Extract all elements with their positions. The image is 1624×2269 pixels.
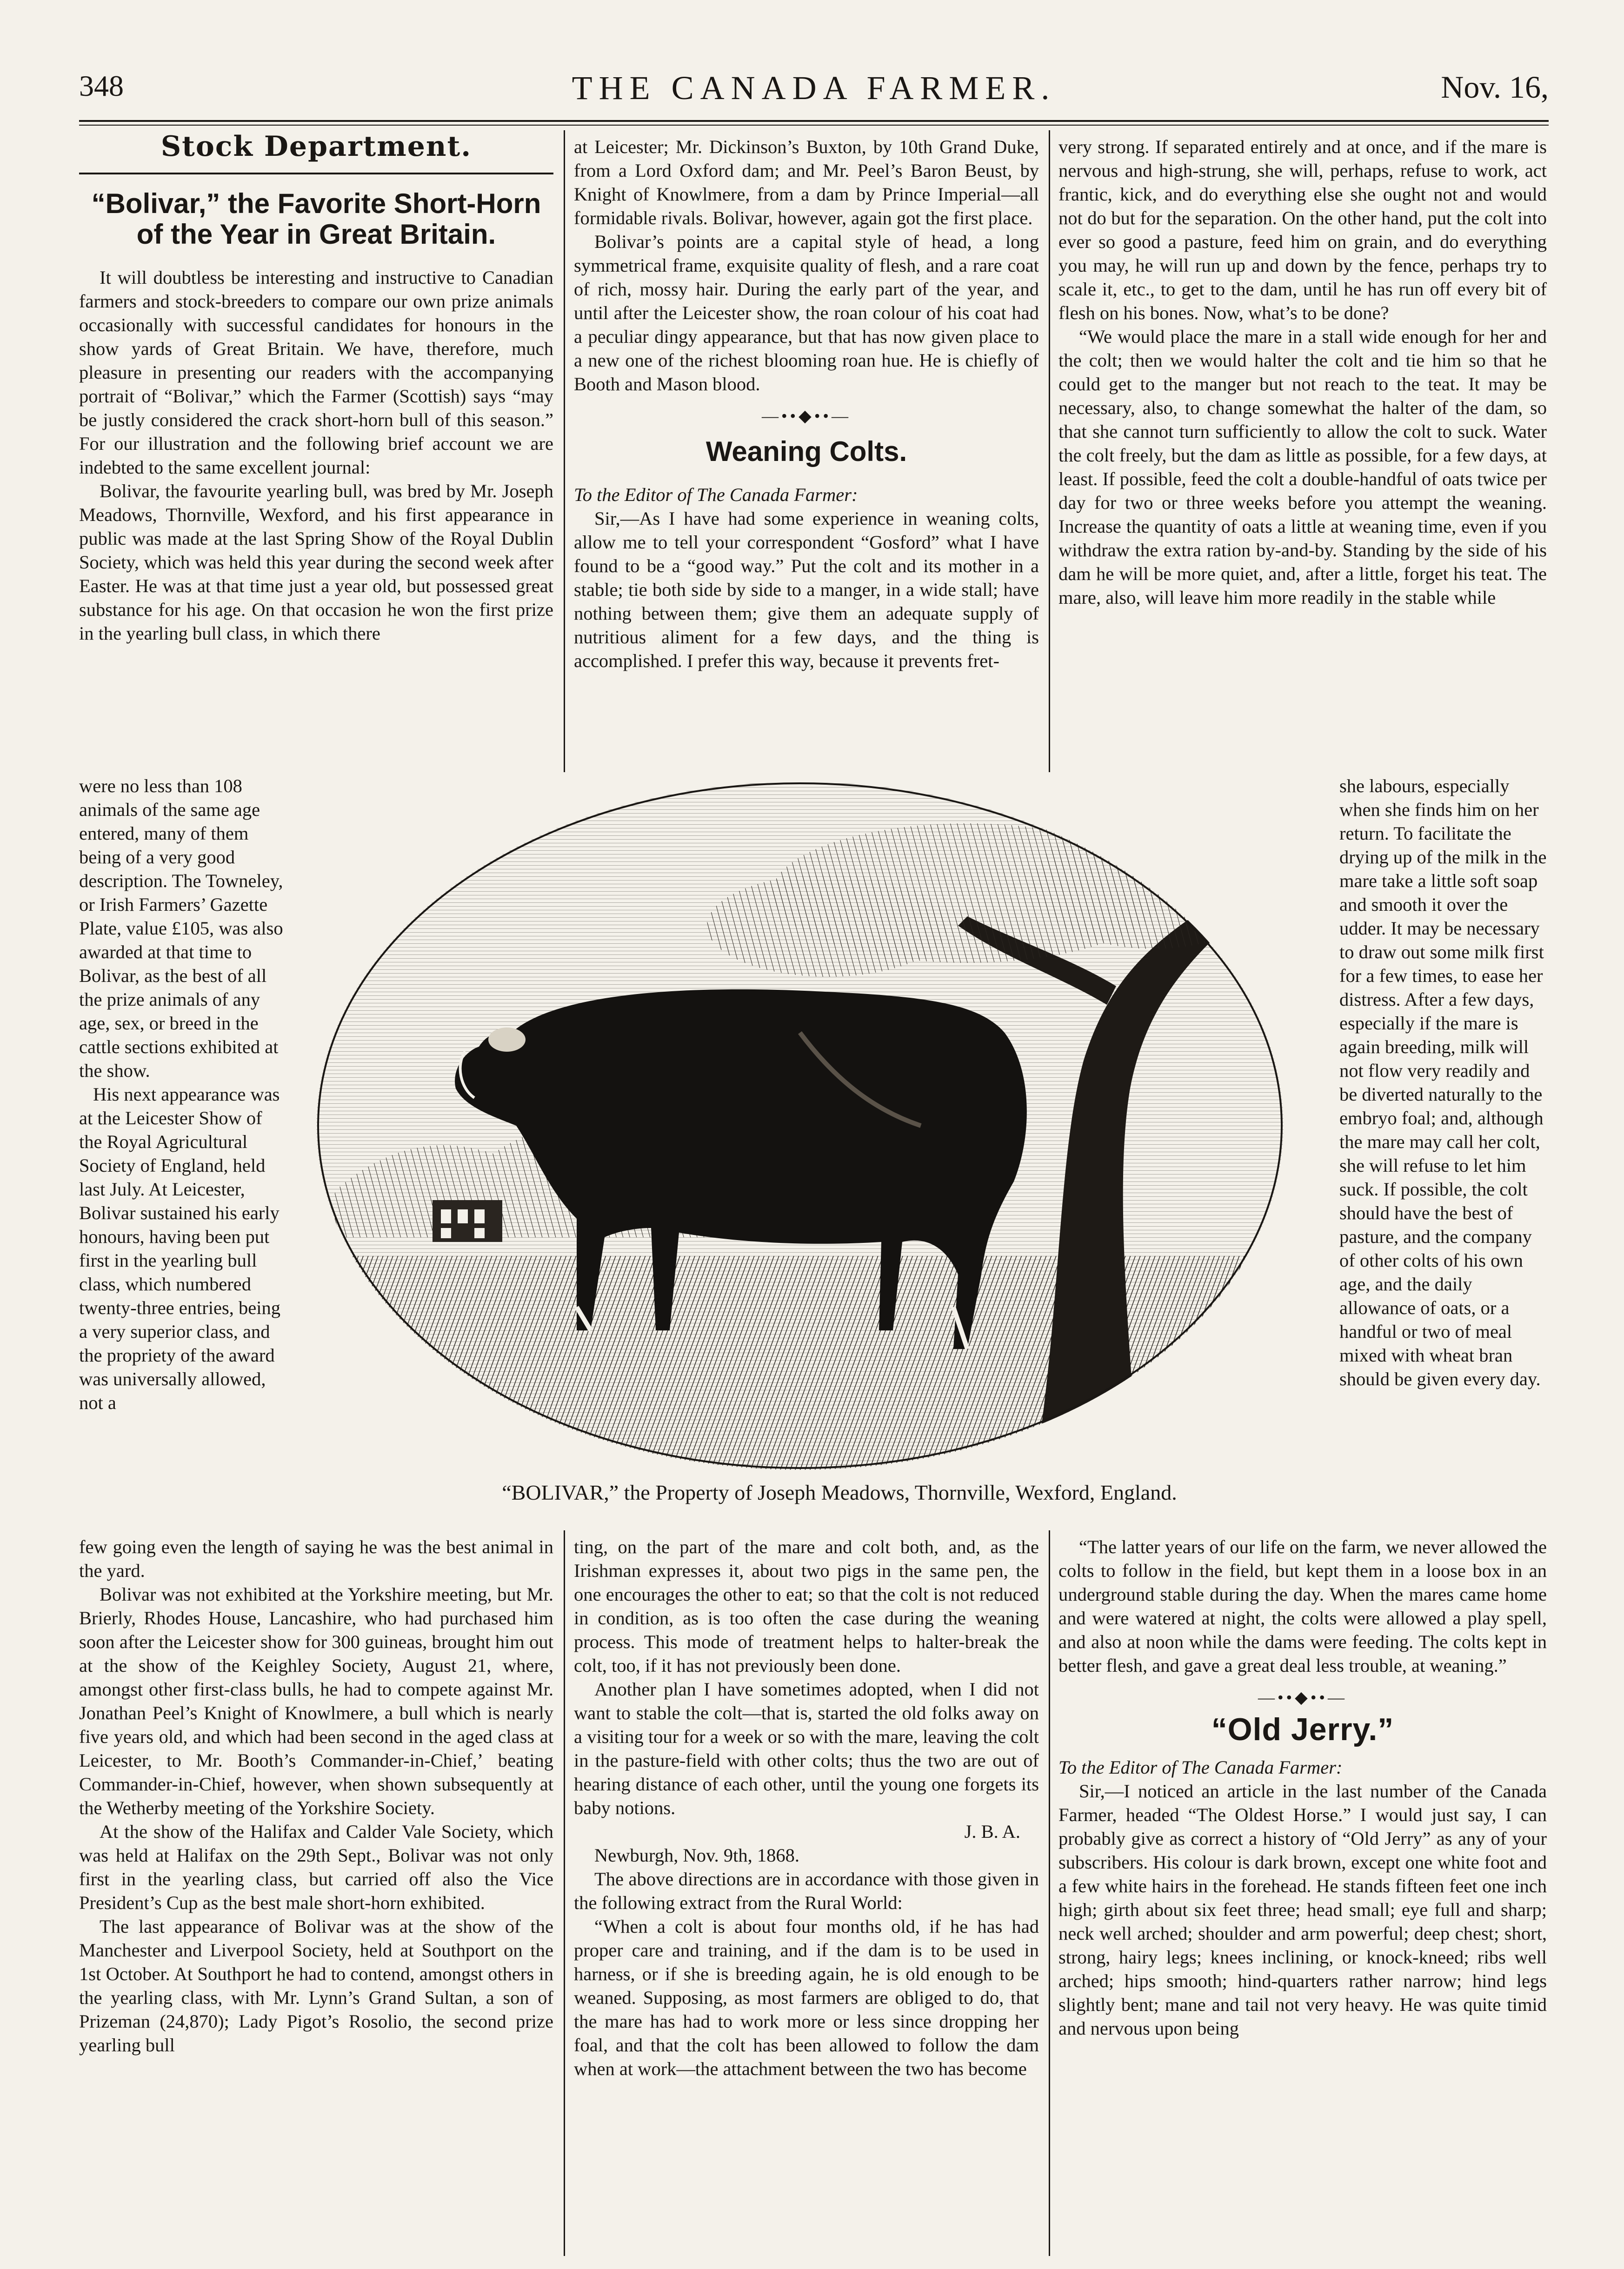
column-divider	[564, 130, 565, 772]
article-headline: Weaning Colts.	[706, 436, 907, 467]
masthead-title: THE CANADA FARMER.	[572, 69, 1056, 107]
paragraph: Bolivar, the favourite yearling bull, was bred by Mr. Joseph Meadows, Thornville, Wexford, and his first appearance in public was made at the last Spring Show of the Royal Dublin Society, which was held this year during the second week after Easter. He was at that time just a year old, but possessed great substance for his age. On that occasion he won the first prize in the yearling bull class, in which there	[79, 480, 553, 644]
department-heading: Stock Department.	[160, 130, 472, 163]
paragraph: Bolivar was not exhibited at the Yorkshire meeting, but Mr. Brierly, Rhodes House, Lancashire, who had purchased him soon after the Leicester show for 300 guineas, brought him out at the show of the Keighley Society, August 21, where, amongst other first-class bulls, he had to compete against Mr. Jonathan Peel’s Knight of Knowlmere, a bull which is nearly five years old, and which had been second in the aged class at Leicester, to Mr. Booth’s Commander-in-Chief,ʼ beating Commander-in-Chief, however, when shown subsequently at the Wetherby meeting of the Yorkshire Society.	[79, 1584, 553, 1818]
left-column-top	[79, 130, 553, 645]
page-number: 348	[79, 69, 124, 102]
section-ornament: —••◆••—	[1258, 1688, 1348, 1707]
paragraph: The above directions are in accordance with those given in the following extract from the Rural World:	[574, 1869, 1039, 1913]
middle-column-top	[574, 135, 1039, 673]
paragraph: The last appearance of Bolivar was at the show of the Manchester and Liverpool Society, held at Southport on the 1st October. At Southport he had to contend, amongst others in the yearling class, with Mr. Lynn’s Grand Sultan, a son of Prizeman (24,870); Lady Pigot’s Rosolio, the second prize yearling bull	[79, 1916, 553, 2055]
article-headline: “Old Jerry.”	[1211, 1712, 1394, 1747]
salutation: To the Editor of The Canada Farmer:	[574, 484, 858, 505]
column-divider	[1049, 1530, 1050, 2256]
signature: J. B. A.	[964, 1821, 1020, 1842]
paragraph: Sir,—I noticed an article in the last number of the Canada Farmer, headed “The Oldest Horse.” I would just say, I can probably give as correct a history of “Old Jerry” as any of your subscribers. His colour is dark brown, except one white foot and a few white hairs in the forehead. He stands fifteen feet one inch high; girth about six feet three; head small; eye full and sharp; neck well arched; shoulder and arm powerful; deep chest; short, strong, hairy legs; knees inclining, or knock-kneed; ribs well arched; hips smooth; hind-quarters rather narrow; hind legs slightly bent; mane and tail not very heavy. He was quite timid and nervous upon being	[1058, 1781, 1547, 2039]
right-column-top	[1058, 135, 1547, 609]
paragraph: It will doubtless be interesting and instructive to Canadian farmers and stock-breeders to compare our own prize animals occasionally with successful candidates for honours in the show yards of Great Britain. We have, therefore, much pleasure in presenting our readers with the accompanying portrait of “Bolivar,” which the Farmer (Scottish) says “may be justly considered the crack short-horn bull of this season.” For our illustration and the following brief account we are indebted to the same excellent journal:	[79, 267, 553, 478]
column-divider	[564, 1530, 565, 2256]
dateline: Newburgh, Nov. 9th, 1868.	[594, 1845, 799, 1866]
page-header	[79, 69, 1549, 120]
right-wrap-column	[1339, 774, 1547, 1391]
left-wrap-column	[79, 774, 288, 1415]
paragraph: At the show of the Halifax and Calder Vale Society, which was held at Halifax on the 29th Sept., Bolivar was not only first in the yearling class, but carried off also the Vice President’s Cup as the best male short-horn exhibited.	[79, 1821, 553, 1913]
header-rule-thin	[79, 125, 1549, 126]
section-rule	[79, 173, 553, 174]
paragraph: very strong. If separated entirely and at once, and if the mare is nervous and high-strung, she will, perhaps, refuse to work, act frantic, kick, and do everything else she ought not and would not do but for the separation. On the other hand, put the colt into ever so good a pasture, feed him on grain, and do everything you may, he will run up and down by the fence, perhaps try to scale it, etc., to get to the dam, until he has run off every bit of flesh on his bones. Now, what’s to be done?	[1058, 136, 1547, 323]
header-rule	[79, 120, 1549, 122]
paragraph: at Leicester; Mr. Dickinson’s Buxton, by 10th Grand Duke, from a Lord Oxford dam; and Mr. Peel’s Baron Beust, by Knight of Knowlmere, from a dam by Prince Imperial—all formidable rivals. Bolivar, however, again got the first place.	[574, 136, 1039, 228]
paragraph: ting, on the part of the mare and colt both, and, as the Irishman expresses it, about two pigs in the same pen, the one encourages the other to eat; so that the colt is not reduced in condition, as is too often the case during the weaning process. This mode of treatment helps to halter-break the colt, too, if it has not previously been done.	[574, 1536, 1039, 1676]
section-ornament: —••◆••—	[761, 407, 852, 425]
ground-hatching	[316, 1256, 1284, 1479]
paragraph: “We would place the mare in a stall wide enough for her and the colt; then we would halter the colt and tie him so that he could get to the manger but not reach to the teat. It may be necessary, also, to change somewhat the halter of the dam, so that she cannot turn sufficiently to allow the colt to suck. Water the colt freely, but the dam as little as possible, for a few days, at least. If possible, feed the colt a double-handful of oats twice per day for two or three weeks before you attempt the weaning. Increase the quantity of oats a little at weaning time, even if you withdraw the extra ration by-and-by. Standing by the side of his dam he will be more quiet, and, after a little, forget his teat. The mare, also, will leave him more readily in the stable while	[1058, 326, 1547, 608]
column-divider	[1049, 130, 1050, 772]
left-column-bottom	[79, 1535, 553, 2057]
paragraph: “When a colt is about four months old, if he has had proper care and training, and if the dam is to be used in harness, or if she is breeding again, he is old enough to be weaned. Supposing, as most farmers are obliged to do, that the mare has had to work more or less since dropping her foal, and that the colt has been allowed to follow the dam when at work—the attachment between the two has become	[574, 1916, 1039, 2079]
middle-column-bottom	[574, 1535, 1039, 2081]
paragraph: Bolivar’s points are a capital style of head, a long symmetrical frame, exquisite quality of flesh, and a rare coat of rich, mossy hair. During the early part of the year, and until after the Leicester show, the roan colour of his coat had a peculiar dingy appearance, but that has now given place to a new one of the richest blooming roan hue. He is chiefly of Booth and Mason blood.	[574, 231, 1039, 394]
salutation: To the Editor of The Canada Farmer:	[1058, 1757, 1343, 1778]
issue-date: Nov. 16,	[1441, 69, 1549, 105]
bull-engraving	[316, 772, 1284, 1479]
article-headline: “Bolivar,” the Favorite Short-Horn of the Year in Great Britain.	[91, 188, 541, 250]
paragraph: Another plan I have sometimes adopted, when I did not want to stable the colt—that is, started the old folks away on a visiting tour for a week or so with the mare, leaving the colt in the pasture-field with other colts; thus the two are out of hearing distance of each other, until the young one forgets its baby notions.	[574, 1679, 1039, 1818]
illustration-caption: “BOLIVAR,” the Property of Joseph Meadows, Thornville, Wexford, England.	[502, 1481, 1177, 1504]
paragraph: His next appearance was at the Leicester Show of the Royal Agricultural Society of England, held last July. At Leicester, Bolivar sustained his early honours, having been put first in the yearling bull class, which numbered twenty-three entries, being a very superior class, and the propriety of the award was universally allowed, not a	[79, 1084, 280, 1413]
paragraph: were no less than 108 animals of the same age entered, many of them being of a very good description. The Towneley, or Irish Farmers’ Gazette Plate, value £105, was also awarded at that time to Bolivar, as the best of all the prize animals of any age, sex, or breed in the cattle sections exhibited at the show.	[79, 775, 283, 1081]
paragraph: Sir,—As I have had some experience in weaning colts, allow me to tell your correspondent “Gosford” what I have found to be a “good way.” Put the colt and its mother in a stable; tie both side by side to a manger, in a wide stall; have nothing between them; give them an adequate supply of nutritious aliment for a few days, and the thing is accomplished. I prefer this way, because it prevents fret-	[574, 508, 1039, 671]
right-column-bottom	[1058, 1535, 1547, 2040]
farmhouse	[433, 1200, 502, 1242]
paragraph: she labours, especially when she finds him on her return. To facilitate the drying up of the milk in the mare take a little soft soap and smooth it over the udder. It may be necessary to draw out some milk first for a few times, to ease her distress. After a few days, especially if the mare is again breeding, milk will not flow very readily and be diverted naturally to the embryo foal; and, although the mare may call her colt, she will refuse to let him suck. If possible, the colt should have the best of pasture, and the company of other colts of his own age, and the daily allowance of oats, or a handful or two of meal mixed with wheat bran should be given every day.	[1339, 775, 1547, 1389]
paragraph: few going even the length of saying he was the best animal in the yard.	[79, 1536, 553, 1581]
paragraph: “The latter years of our life on the farm, we never allowed the colts to follow in the field, but kept them in a loose box in an underground stable during the day. When the mares came home and were watered at night, the colts were allowed a play spell, and also at noon while the dams were feeding. The colts kept in better flesh, and gave a great deal less trouble, at weaning.”	[1058, 1536, 1547, 1676]
